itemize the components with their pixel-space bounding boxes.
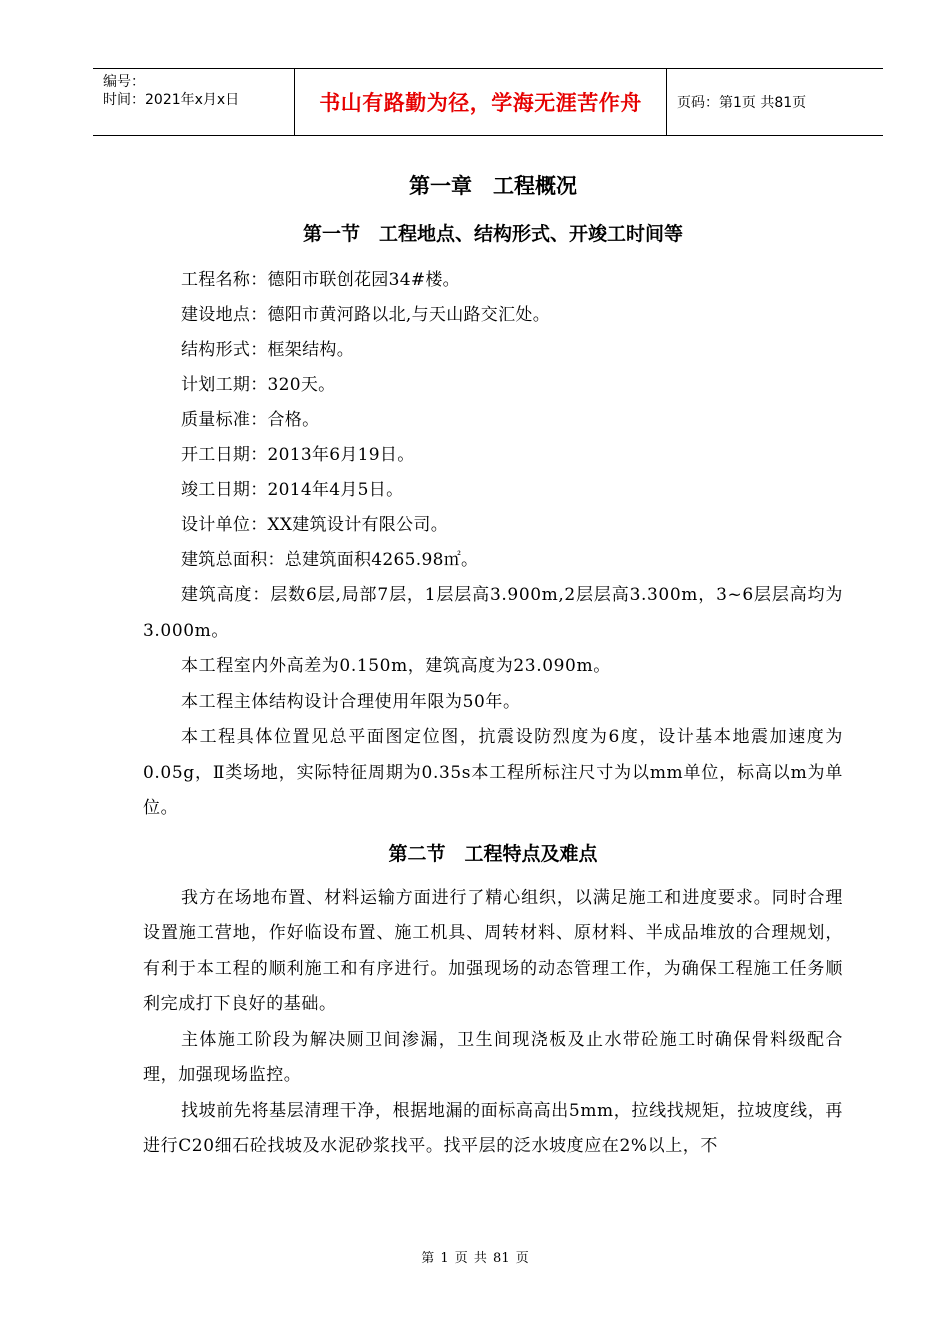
total-area: 建筑总面积：总建筑面积4265.98㎡。 — [181, 550, 479, 570]
header-motto-cell — [295, 69, 667, 135]
elevation-paragraph: 本工程室内外高差为0.150m，建筑高度为23.090m。 — [181, 656, 611, 676]
seismic-paragraph: 本工程具体位置见总平面图定位图，抗震设防烈度为6度，设计基本地震加速度为0.05g，Ⅱ类场地，实际特征周期为0.35s本工程所标注尺寸为以mm单位，标高以m为单位。 — [143, 727, 843, 818]
planned-duration: 计划工期：320天。 — [181, 375, 336, 395]
header-meta-cell — [93, 69, 295, 135]
project-info-list — [143, 263, 843, 827]
section-2-title: 第二节 工程特点及难点 — [388, 842, 598, 865]
project-location: 建设地点：德阳市黄河路以北,与天山路交汇处。 — [181, 305, 551, 325]
quality-standard: 质量标准：合格。 — [181, 410, 320, 430]
date-label: 时间：2021年x月x日 — [103, 92, 240, 108]
chapter-title: 第一章 工程概况 — [409, 174, 577, 198]
completion-date: 竣工日期：2014年4月5日。 — [181, 480, 404, 500]
waterproofing-paragraph: 主体施工阶段为解决厕卫间渗漏，卫生间现浇板及止水带砼施工时确保骨料级配合理，加强现场监控。 — [143, 1029, 843, 1085]
serial-number-label: 编号： — [103, 74, 145, 90]
site-organization-paragraph: 我方在场地布置、材料运输方面进行了精心组织，以满足施工和进度要求。同时合理设置施工营地，作好临设布置、施工机具、周转材料、原材料、半成品堆放的合理规划，有利于本工程的顺利施工和有序进行。加强现场的动态管理工作，为确保工程施工任务顺利完成打下良好的基础。 — [143, 887, 843, 1014]
document-header — [93, 68, 883, 136]
design-unit: 设计单位：XX建筑设计有限公司。 — [181, 515, 449, 535]
document-body — [143, 165, 843, 1165]
header-page-cell — [667, 69, 883, 135]
header-motto: 书山有路勤为径，学海无涯苦作舟 — [319, 91, 642, 115]
start-date: 开工日期：2013年6月19日。 — [181, 445, 415, 465]
service-life-paragraph: 本工程主体结构设计合理使用年限为50年。 — [181, 691, 521, 712]
slope-paragraph: 找坡前先将基层清理干净，根据地漏的面标高高出5mm，拉线找规矩，拉坡度线，再进行C20细石砼找坡及水泥砂浆找平。找平层的泛水坡度应在2%以上，不 — [143, 1100, 843, 1156]
page-footer: 第 1 页 共 81 页 — [421, 1251, 529, 1266]
section-1-title: 第一节 工程地点、结构形式、开竣工时间等 — [302, 223, 683, 245]
building-height-paragraph: 建筑高度：层数6层,局部7层，1层层高3.900m,2层层高3.300m，3~6层层高均为3.000m。 — [143, 585, 843, 641]
project-name: 工程名称：德阳市联创花园34#楼。 — [181, 270, 460, 290]
structure-type: 结构形式：框架结构。 — [181, 340, 354, 360]
section-2-body — [143, 881, 843, 1165]
header-page-code: 页码：第1页 共81页 — [677, 95, 807, 111]
